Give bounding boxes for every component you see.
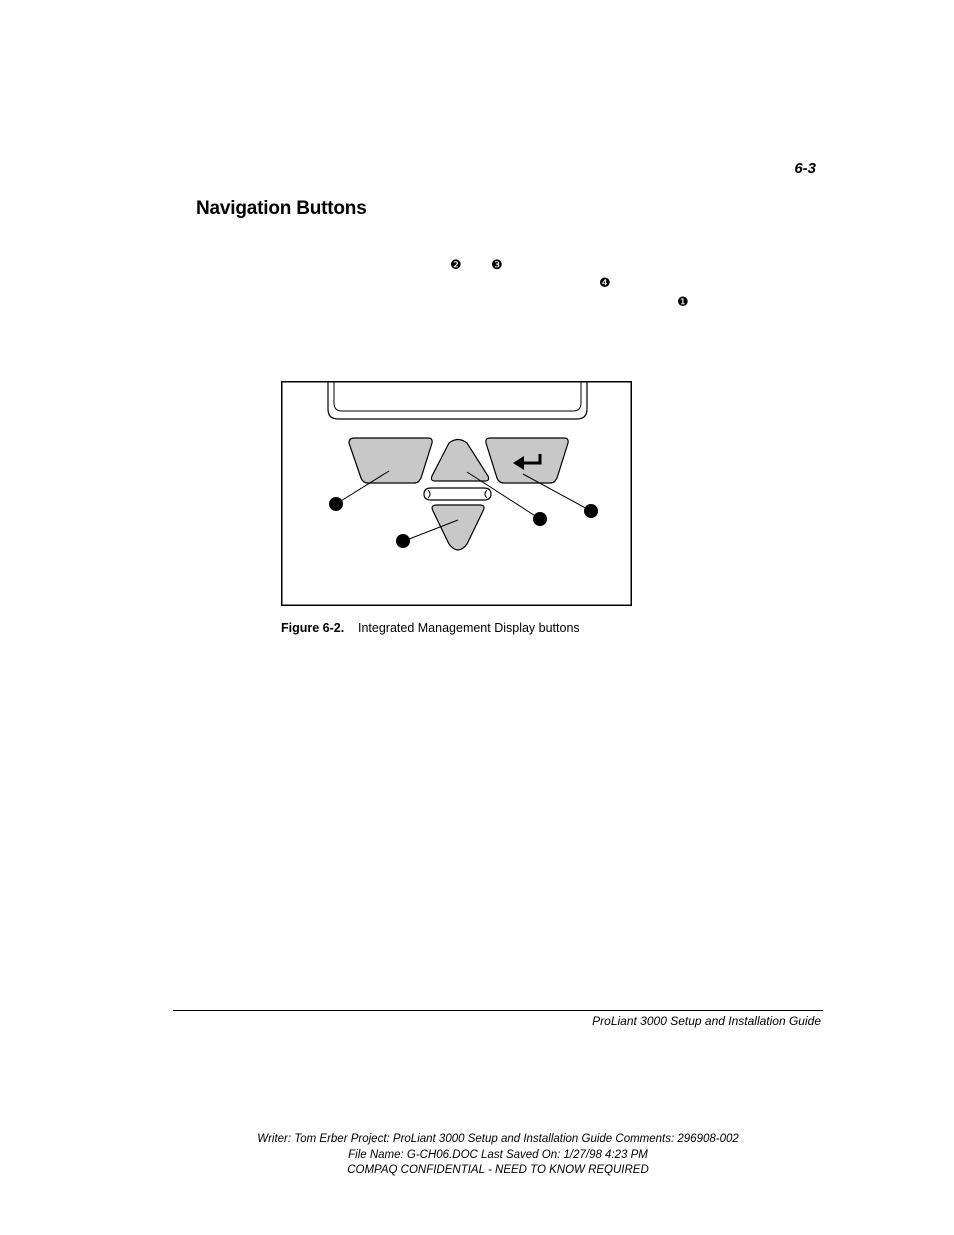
section-heading: Navigation Buttons	[196, 198, 367, 219]
callout-2-glyph: ❷	[450, 258, 462, 273]
display-window-outer	[328, 381, 587, 419]
callout-3-glyph: ❸	[491, 258, 503, 273]
up-button-shape	[431, 440, 488, 482]
leader-line-4	[523, 474, 591, 511]
footer-title: ProLiant 3000 Setup and Installation Guide	[592, 1014, 821, 1028]
callout-dot-1	[329, 497, 343, 511]
figure-caption	[281, 621, 580, 635]
left-button-shape	[349, 438, 432, 483]
meta-line-confidential: COMPAQ CONFIDENTIAL - NEED TO KNOW REQUIRED	[347, 1164, 649, 1176]
document-meta	[220, 1132, 776, 1179]
page-number: 6-3	[794, 160, 816, 177]
figure-caption-label: Figure 6-2.	[281, 621, 345, 635]
figure-frame	[281, 381, 632, 606]
callout-1-glyph: ❶	[677, 295, 689, 310]
button-panel-illustration	[281, 381, 632, 606]
callout-4-glyph: ❹	[599, 276, 611, 291]
figure-caption-text: Integrated Management Display buttons	[358, 621, 580, 635]
display-window-inner	[334, 381, 581, 411]
callout-dot-2	[533, 512, 547, 526]
callout-dot-3	[396, 534, 410, 548]
button-separator	[424, 488, 491, 500]
callout-dot-4	[584, 504, 598, 518]
separator-notch-right	[485, 490, 487, 498]
footer-rule	[173, 1010, 823, 1011]
meta-line-writer: Writer: Tom Erber Project: ProLiant 3000 Setup and Installation Guide Comments: 296908-002	[257, 1133, 739, 1145]
separator-notch-left	[428, 490, 430, 498]
meta-line-file: File Name: G-CH06.DOC Last Saved On: 1/27/98 4:23 PM	[348, 1148, 648, 1161]
figure-border	[282, 382, 632, 606]
